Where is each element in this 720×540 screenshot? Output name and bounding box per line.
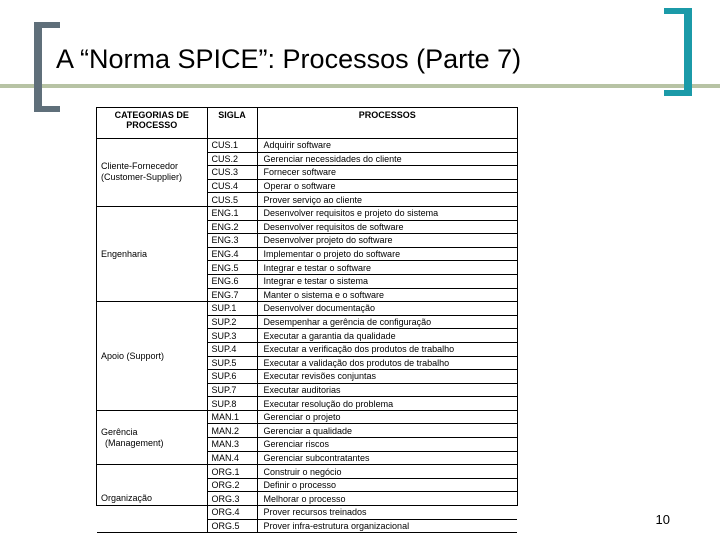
process-cell: Prover recursos treinados <box>257 506 517 520</box>
sigla-cell: SUP.5 <box>207 356 257 370</box>
sigla-cell: CUS.3 <box>207 166 257 180</box>
process-cell: Integrar e testar o sistema <box>257 274 517 288</box>
table-header-row <box>97 108 517 139</box>
process-cell: Executar a verificação dos produtos de trabalho <box>257 342 517 356</box>
category-cell <box>97 465 207 533</box>
sigla-cell: SUP.3 <box>207 329 257 343</box>
header-categories: CATEGORIAS DE PROCESSO <box>97 108 207 139</box>
sigla-cell: ORG.3 <box>207 492 257 506</box>
sigla-cell: ENG.7 <box>207 288 257 302</box>
category-label: (Customer-Supplier) <box>101 172 183 183</box>
sigla-cell: ORG.1 <box>207 465 257 479</box>
process-cell: Desenvolver documentação <box>257 302 517 316</box>
left-bracket-decoration <box>34 22 42 112</box>
process-cell: Integrar e testar o software <box>257 261 517 275</box>
category-label: Organização <box>101 493 153 504</box>
sigla-cell: MAN.1 <box>207 410 257 424</box>
process-cell: Desenvolver projeto do software <box>257 234 517 248</box>
process-cell: Melhorar o processo <box>257 492 517 506</box>
sigla-cell: ORG.5 <box>207 519 257 533</box>
sigla-cell: CUS.2 <box>207 152 257 166</box>
process-cell: Gerenciar necessidades do cliente <box>257 152 517 166</box>
sigla-cell: MAN.2 <box>207 424 257 438</box>
left-bracket-top <box>34 22 60 28</box>
table-row <box>97 139 517 153</box>
process-table <box>97 108 517 533</box>
process-cell: Manter o sistema e o software <box>257 288 517 302</box>
sigla-cell: SUP.6 <box>207 370 257 384</box>
sigla-cell: ENG.1 <box>207 206 257 220</box>
category-label: Apoio (Support) <box>101 350 165 361</box>
process-cell: Prover infra-estrutura organizacional <box>257 519 517 533</box>
title-underline <box>0 84 720 88</box>
sigla-cell: ORG.4 <box>207 506 257 520</box>
sigla-cell: CUS.4 <box>207 179 257 193</box>
process-cell: Implementar o projeto do software <box>257 247 517 261</box>
sigla-cell: SUP.4 <box>207 342 257 356</box>
table-body <box>97 139 517 533</box>
sigla-cell: ENG.4 <box>207 247 257 261</box>
category-label: Gerência <box>101 426 138 437</box>
sigla-cell: CUS.1 <box>207 139 257 153</box>
sigla-cell: CUS.5 <box>207 193 257 207</box>
sigla-cell: ORG.2 <box>207 478 257 492</box>
process-cell: Gerenciar o projeto <box>257 410 517 424</box>
category-label: Engenharia <box>101 248 148 259</box>
process-cell: Gerenciar a qualidade <box>257 424 517 438</box>
sigla-cell: ENG.5 <box>207 261 257 275</box>
sigla-cell: MAN.4 <box>207 451 257 465</box>
table-row <box>97 206 517 220</box>
table-row <box>97 302 517 316</box>
category-cell <box>97 206 207 301</box>
right-bracket-top <box>664 8 692 14</box>
process-cell: Desempenhar a gerência de configuração <box>257 315 517 329</box>
sigla-cell: SUP.7 <box>207 383 257 397</box>
category-cell <box>97 410 207 464</box>
process-cell: Executar resolução do problema <box>257 397 517 411</box>
sigla-cell: SUP.2 <box>207 315 257 329</box>
process-cell: Gerenciar subcontratantes <box>257 451 517 465</box>
process-cell: Prover serviço ao cliente <box>257 193 517 207</box>
process-cell: Executar a garantia da qualidade <box>257 329 517 343</box>
category-label: Cliente-Fornecedor <box>101 161 179 172</box>
table-row <box>97 465 517 479</box>
header-sigla: SIGLA <box>207 108 257 139</box>
process-cell: Desenvolver requisitos e projeto do sistema <box>257 206 517 220</box>
sigla-cell: ENG.3 <box>207 234 257 248</box>
slide-title: A “Norma SPICE”: Processos (Parte 7) <box>56 44 522 74</box>
process-cell: Gerenciar riscos <box>257 438 517 452</box>
process-cell: Executar auditorias <box>257 383 517 397</box>
right-bracket-decoration <box>684 8 692 96</box>
sigla-cell: SUP.8 <box>207 397 257 411</box>
process-cell: Executar a validação dos produtos de trabalho <box>257 356 517 370</box>
sigla-cell: ENG.2 <box>207 220 257 234</box>
process-cell: Adquirir software <box>257 139 517 153</box>
process-cell: Operar o software <box>257 179 517 193</box>
process-cell: Fornecer software <box>257 166 517 180</box>
process-cell: Construir o negócio <box>257 465 517 479</box>
process-cell: Desenvolver requisitos de software <box>257 220 517 234</box>
process-cell: Definir o processo <box>257 478 517 492</box>
right-bracket-bottom <box>664 90 692 96</box>
sigla-cell: SUP.1 <box>207 302 257 316</box>
sigla-cell: ENG.6 <box>207 274 257 288</box>
header-processos: PROCESSOS <box>257 108 517 139</box>
category-cell <box>97 302 207 411</box>
process-cell: Executar revisões conjuntas <box>257 370 517 384</box>
category-label: (Management) <box>105 437 164 448</box>
spice-process-table <box>96 107 518 531</box>
category-cell <box>97 139 207 207</box>
table-row <box>97 410 517 424</box>
page-number: 10 <box>655 512 670 527</box>
left-bracket-bottom <box>34 106 60 112</box>
sigla-cell: MAN.3 <box>207 438 257 452</box>
